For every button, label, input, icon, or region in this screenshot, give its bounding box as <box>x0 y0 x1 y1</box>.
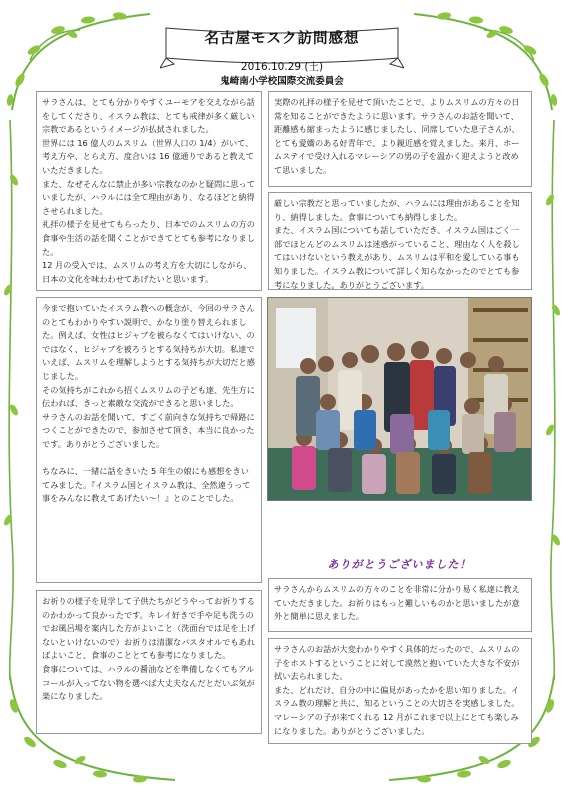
comment-box-5 <box>36 590 262 734</box>
group-photo <box>267 297 532 501</box>
comment-paragraph: 実際の礼拝の様子を見せて頂いたことで、よりムスリムの方々の日常を知ることができたように思います。サラさんのお話を聞いて、距離感も縮まったように感じましたし、同席していた息子さんが、とても愛嬌のある好青年で、より親近感を覚えました。来月、ホームステイで受け入れるマレーシアの男の子を温かく迎えようと改めて思いました。 <box>274 97 520 175</box>
comment-box-7 <box>268 638 532 744</box>
comment-box-4 <box>36 297 262 583</box>
vine-decoration-right <box>542 120 564 680</box>
comment-paragraph: 食事については、ハラルの醤油などを準備しなくてもアルコールが入ってない物を選べば大丈夫なんだとだいぶ気が楽になりました。 <box>42 663 255 702</box>
comment-paragraph: マレーシアの子が来てくれる 12 月がこれまで以上にとても楽しみになりました。ありがとうございました。 <box>274 711 519 736</box>
comment-paragraph: お祈りの様子を見学して子供たちがどうやってお祈りするのかわかって良かったです。キレイ好きで手や足も洗うのでお風呂場を案内した方がよいこと（洗面台では足を上げないといけないので）お祈りは清潔なバスタオルでもあればよいこと、食事のこととても参考になりました。 <box>42 596 255 661</box>
comment-paragraph: サラさんのお話が大変わかりやすく具体的だったので、ムスリムの子をホストするということに対して漠然と抱いていた大きな不安が拭い去られました。 <box>274 644 520 682</box>
comment-paragraph: 厳しい宗教だと思っていましたが、ハラムには理由があることを知り、納得しました。食事についても納得しました。 <box>274 198 520 222</box>
thank-you-message: ありがとうございました！ <box>327 558 472 571</box>
comment-box-3 <box>268 192 532 290</box>
comment-paragraph: サラさんは、とても分かりやすくユーモアを交えながら話をしてくださり、イスラム教は、とても戒律が多く厳しい宗教であるというイメージが払拭されました。 <box>42 97 255 135</box>
comment-box-6 <box>268 578 532 632</box>
organization-name: 鬼崎南小学校国際交流委員会 <box>220 76 344 87</box>
comment-paragraph: 今まで抱いていたイスラム教への概念が、今回のサラさんのとてもわかりやすい説明で、かなり塗り替えられました。例えば、女性はヒジャブを被らなくてはいけない、のではなく、ヒジャブを被ろうとする気持ちが大切。私達でいえば、ムスリムを理解しようとする気持ちが大切だと感じました。 <box>42 303 255 381</box>
comment-paragraph: また、どれだけ、自分の中に偏見があったかを思い知りました。イスラム教の理解と共に、知るということの大切さを実感しました。 <box>274 684 520 709</box>
comment-paragraph: サラさんからムスリムの方々のことを非常に分かり易く私達に教えていただきました。お祈りはもっと難しいものかと思いましたが意外と簡単に思えました。 <box>274 584 520 622</box>
comment-paragraph: 礼拝の様子を見せてもらったり、日本でのムスリムの方の食事や生活の話を聞くことができてとても参考になりました。 <box>42 219 255 257</box>
page-title: 名古屋モスク訪問感想 <box>204 31 360 47</box>
comment-paragraph: また、イスラム国についても話していただき、イスラム国はごく一部でほとんどのムスリムは迷惑がっていること、理由なく人を殺してはいけないという教えがあり、ムスリムは平和を愛している事も知りました。イスラム教について詳しく知らなかったのでとても参考になりました。ありがとうございます。 <box>274 225 520 290</box>
comment-paragraph: サラさんのお話を聞いて、すごく前向きな気持ちで帰路につくことができたので、参加させて頂き、本当に良かったです。ありがとうございました。 <box>42 411 255 449</box>
comment-box-1 <box>36 91 262 291</box>
comment-box-2 <box>268 91 532 187</box>
comment-paragraph: 12 月の受入では、ムスリムの考え方を大切にしながら、日本の文化を味わわせてあげたいと思います。 <box>42 260 252 284</box>
event-date: 2016.10.29 (土) <box>240 61 324 73</box>
group-photo-illustration <box>268 298 532 501</box>
vine-decoration-left <box>0 120 22 680</box>
paragraph-spacer <box>42 452 256 466</box>
comment-paragraph: また、なぜそんなに禁止が多い宗教なのかと疑問に思っていましたが、ハラルには全て理由があり、なるほどと納得させられました。 <box>42 178 255 216</box>
comment-paragraph: 世界には 16 億人のムスリム（世界人口の 1/4）がいて、考え方や、とらえ方、度合いは 16 億通りであると教えていただきました。 <box>42 137 254 175</box>
comment-paragraph: その気持ちがこれから招くムスリムの子ども達、先生方に伝われば、きっと素敵な交流ができると思いました。 <box>42 384 255 409</box>
comment-paragraph: ちなみに、一緒に話をきいた 5 年生の娘にも感想をきいてみました。『イスラム国とイスラム教は、全然違うって事をみんなに教えてあげたい～！』とのことでした。 <box>42 466 251 504</box>
